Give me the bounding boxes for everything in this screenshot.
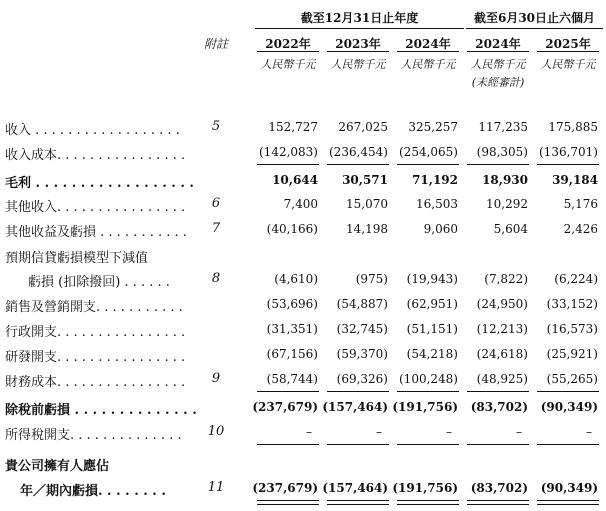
row-value-admin-2023: (32,745) (336, 322, 388, 336)
row-label-administrative: 行政開支. . . . . . . . . . . . . . . . (5, 325, 186, 340)
row-value-finance-2023: (69,326) (336, 372, 388, 386)
year-header-2023: 2023年 (335, 37, 381, 51)
row-value-rd-2024-full: (54,218) (406, 347, 458, 361)
row-value-tax-2024-half: – (516, 425, 522, 439)
row-value-other-gains-2025-half: 2,426 (563, 222, 598, 236)
row-value-selling-2023: (54,887) (336, 297, 388, 311)
row-value-ecl-2022: (4,610) (274, 272, 318, 286)
loss-rule-2023 (327, 444, 389, 445)
row-value-selling-2024-half: (24,950) (476, 297, 528, 311)
row-label-revenue: 收入 . . . . . . . . . . . . . . . . . . (5, 123, 180, 138)
pretax-rule-2025-half (537, 391, 599, 392)
row-value-cost-2022: (142,083) (259, 145, 318, 159)
row-value-other-gains-2022: (40,166) (266, 222, 318, 236)
row-label-attributable-line1: 貴公司擁有人應佔 (5, 459, 110, 474)
row-value-other-income-2023: 15,070 (346, 197, 388, 211)
unit-label-2023: 人民幣千元 (330, 58, 386, 71)
row-value-pretax-2024-half: (83,702) (470, 400, 528, 414)
row-note-other-income: 6 (211, 196, 221, 211)
row-value-gross-profit-2024-full: 71,192 (412, 173, 458, 187)
row-value-revenue-2024-half: 117,235 (478, 120, 528, 134)
year-rule-2024-half (467, 51, 529, 52)
group-header-six-months: 截至6月30日止六個月 (473, 11, 596, 25)
row-value-rd-2024-half: (24,618) (476, 347, 528, 361)
group-header-six-months-rule (466, 28, 603, 29)
year-rule-2024-full (397, 51, 459, 52)
year-rule-2023 (327, 51, 389, 52)
row-value-ecl-2023: (975) (355, 272, 388, 286)
year-header-2024-full: 2024年 (405, 37, 451, 51)
row-value-admin-2025-half: (16,573) (546, 322, 598, 336)
row-label-other-gains-losses: 其他收益及虧損 . . . . . . . . . . . (5, 225, 187, 240)
pretax-rule-2024-half (467, 391, 529, 392)
row-value-admin-2022: (31,351) (266, 322, 318, 336)
row-value-rd-2023: (59,370) (336, 347, 388, 361)
row-label-research-development: 研發開支. . . . . . . . . . . . . . . . (5, 350, 186, 365)
row-value-tax-2024-full: – (446, 425, 452, 439)
row-label-attributable-line2: 年／期內虧損. . . . . . . . (20, 484, 166, 499)
row-value-gross-profit-2022: 10,644 (272, 173, 318, 187)
row-label-ecl-impairment-line2: 虧損 (扣除撥回) . . . . . . (28, 275, 170, 290)
row-note-other-gains-losses: 7 (211, 221, 221, 236)
row-note-revenue: 5 (211, 119, 221, 134)
row-value-pretax-2023: (157,464) (322, 400, 388, 414)
row-value-attributable-2022: (237,679) (252, 481, 318, 495)
loss-rule-2024-full (397, 444, 459, 445)
row-value-admin-2024-full: (51,151) (406, 322, 458, 336)
total-double-rule-2024-half (467, 500, 529, 505)
pretax-rule-2022 (257, 391, 319, 392)
row-value-gross-profit-2025-half: 39,184 (552, 173, 598, 187)
row-value-selling-2025-half: (33,152) (546, 297, 598, 311)
row-value-other-income-2024-full: 16,503 (416, 197, 458, 211)
row-value-cost-2024-full: (254,065) (399, 145, 458, 159)
row-value-attributable-2024-half: (83,702) (470, 481, 528, 495)
unit-label-2024-full: 人民幣千元 (400, 58, 456, 71)
row-value-gross-profit-2023: 30,571 (342, 173, 388, 187)
pretax-rule-2024-full (397, 391, 459, 392)
total-double-rule-2023 (327, 500, 389, 505)
row-value-tax-2025-half: – (586, 425, 592, 439)
row-value-ecl-2024-half: (7,822) (484, 272, 528, 286)
row-value-revenue-2022: 152,727 (268, 120, 318, 134)
year-rule-2025-half (537, 51, 599, 52)
row-value-selling-2024-full: (62,951) (406, 297, 458, 311)
year-header-2022: 2022年 (265, 37, 311, 51)
total-double-rule-2024-full (397, 500, 459, 505)
unit-label-2022: 人民幣千元 (260, 58, 316, 71)
row-value-gross-profit-2024-half: 18,930 (482, 173, 528, 187)
row-value-pretax-2025-half: (90,349) (540, 400, 598, 414)
year-rule-2022 (257, 51, 319, 52)
row-value-revenue-2025-half: 175,885 (548, 120, 598, 134)
row-value-attributable-2023: (157,464) (322, 481, 388, 495)
loss-rule-2022 (257, 444, 319, 445)
subtotal-rule-2023 (327, 164, 389, 165)
row-value-attributable-2025-half: (90,349) (540, 481, 598, 495)
row-note-attributable: 11 (207, 480, 225, 495)
row-value-pretax-2024-full: (191,756) (392, 400, 458, 414)
unaudited-label: (未經審計) (471, 76, 525, 89)
row-value-admin-2024-half: (12,213) (476, 322, 528, 336)
row-value-rd-2025-half: (25,921) (546, 347, 598, 361)
row-label-finance-costs: 財務成本. . . . . . . . . . . . . . . . (5, 375, 186, 390)
row-label-ecl-impairment-line1: 預期信貸虧損模型下減值 (5, 251, 149, 266)
row-value-cost-2025-half: (136,701) (539, 145, 598, 159)
row-note-income-tax: 10 (207, 424, 225, 439)
row-value-tax-2023: – (376, 425, 382, 439)
row-value-other-income-2024-half: 10,292 (486, 197, 528, 211)
subtotal-rule-2022 (257, 164, 319, 165)
row-value-revenue-2024-full: 325,257 (408, 120, 458, 134)
group-header-full-year-rule (255, 28, 464, 29)
year-header-2025-half: 2025年 (545, 37, 591, 51)
row-value-other-income-2022: 7,400 (283, 197, 318, 211)
unit-label-2025-half: 人民幣千元 (540, 58, 596, 71)
row-value-other-gains-2024-full: 9,060 (423, 222, 458, 236)
row-label-loss-before-tax: 除稅前虧損 . . . . . . . . . . . . . . (5, 403, 197, 418)
row-value-attributable-2024-full: (191,756) (392, 481, 458, 495)
row-value-ecl-2025-half: (6,224) (554, 272, 598, 286)
row-note-ecl-impairment: 8 (211, 271, 221, 286)
subtotal-rule-2024-half (467, 164, 529, 165)
row-label-other-income: 其他收入. . . . . . . . . . . . . . . . (5, 200, 186, 215)
row-value-finance-2024-full: (100,248) (399, 372, 458, 386)
row-label-cost-of-revenue: 收入成本. . . . . . . . . . . . . . . . (5, 148, 186, 163)
row-label-gross-profit: 毛利 . . . . . . . . . . . . . . . . . . (5, 176, 194, 191)
subtotal-rule-2024-full (397, 164, 459, 165)
row-value-selling-2022: (53,696) (266, 297, 318, 311)
subtotal-rule-2025-half (537, 164, 599, 165)
row-note-finance-costs: 9 (211, 371, 221, 386)
loss-rule-2025-half (537, 444, 599, 445)
row-value-pretax-2022: (237,679) (252, 400, 318, 414)
total-double-rule-2022 (257, 500, 319, 505)
row-value-other-gains-2024-half: 5,604 (493, 222, 528, 236)
row-label-income-tax: 所得稅開支. . . . . . . . . . . . . . (5, 428, 182, 443)
row-value-finance-2025-half: (55,265) (546, 372, 598, 386)
row-value-other-gains-2023: 14,198 (346, 222, 388, 236)
row-value-other-income-2025-half: 5,176 (563, 197, 598, 211)
row-value-cost-2024-half: (98,305) (476, 145, 528, 159)
row-value-ecl-2024-full: (19,943) (406, 272, 458, 286)
group-header-full-year: 截至12月31日止年度 (300, 11, 419, 25)
row-value-tax-2022: – (306, 425, 312, 439)
note-column-header: 附註 (204, 37, 229, 51)
row-value-finance-2024-half: (48,925) (476, 372, 528, 386)
unit-label-2024-half: 人民幣千元 (470, 58, 526, 71)
loss-rule-2024-half (467, 444, 529, 445)
row-value-finance-2022: (58,744) (266, 372, 318, 386)
row-value-revenue-2023: 267,025 (338, 120, 388, 134)
total-double-rule-2025-half (537, 500, 599, 505)
row-value-cost-2023: (236,454) (329, 145, 388, 159)
row-value-rd-2022: (67,156) (266, 347, 318, 361)
pretax-rule-2023 (327, 391, 389, 392)
row-label-selling-marketing: 銷售及營銷開支. . . . . . . . . . . (5, 300, 183, 315)
year-header-2024-half: 2024年 (475, 37, 521, 51)
